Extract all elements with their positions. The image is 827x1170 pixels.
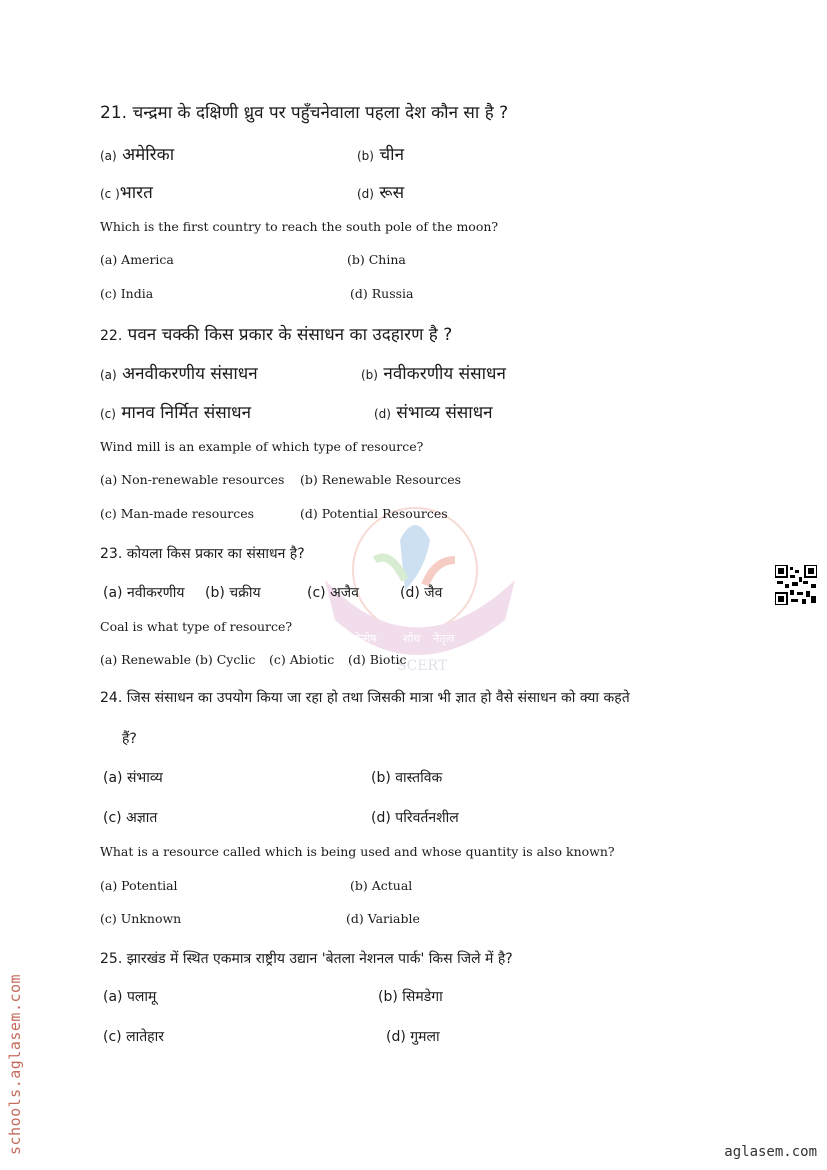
q24-hindi-option-a: (a) संभाव्य (103, 770, 163, 786)
q21-english-option-b: (b) China (347, 252, 406, 267)
q22-english-option-d: (d) Potential Resources (300, 506, 448, 521)
q23-english-option-c: (c) Abiotic (269, 652, 335, 667)
watermark-arc-left: नवोन्मेष (345, 632, 377, 645)
q24-hindi-option-b: (b) वास्तविक (371, 770, 443, 786)
q21-number: 21. (100, 103, 128, 123)
q21-hindi-option-a: (a) अमेरिका (100, 145, 175, 165)
q22-english-option-c: (c) Man-made resources (100, 506, 255, 521)
watermark-org: SCERT (397, 658, 448, 674)
q25-hindi-option-d: (d) गुमला (386, 1029, 440, 1045)
q21-english-question: Which is the first country to reach the south pole of the moon? (100, 219, 499, 234)
footer-url[interactable]: aglasem.com (724, 1144, 817, 1160)
q21-hindi-option-b: (b) चीन (357, 145, 405, 165)
q23-hindi-option-a: (a) नवीकरणीय (103, 585, 185, 601)
q22-hindi-text: पवन चक्की किस प्रकार के संसाधन का उदहारण है ? (127, 325, 453, 345)
q23-hindi-option-d: (d) जैव (400, 585, 443, 601)
q21-hindi-option-c: (c )भारत (100, 183, 153, 203)
q24-english-option-d: (d) Variable (346, 911, 420, 926)
q24-hindi-option-c: (c) अज्ञात (103, 810, 158, 826)
q24-hindi-question-cont: हैं? (122, 731, 137, 747)
q22-number: 22. (100, 328, 123, 344)
q22-hindi-option-a: (a) अनवीकरणीय संसाधन (100, 364, 258, 384)
qr-code-icon[interactable] (775, 565, 817, 609)
q22-english-option-a: (a) Non-renewable resources (100, 472, 285, 487)
q21-hindi-question (100, 100, 508, 123)
q22-hindi-option-d: (d) संभाव्य संसाधन (374, 403, 493, 423)
watermark-arc-mid: शोध (403, 632, 421, 645)
q22-hindi-option-b: (b) नवीकरणीय संसाधन (361, 364, 506, 384)
q24-hindi-option-d: (d) परिवर्तनशील (371, 810, 459, 826)
q22-hindi-question (100, 322, 452, 345)
q23-english-option-a: (a) Renewable (100, 652, 191, 667)
q23-english-option-d: (d) Biotic (348, 652, 407, 667)
q24-english-question: What is a resource called which is being used and whose quantity is also known? (100, 844, 615, 859)
watermark-arc-right: नेतृत्व (433, 632, 455, 645)
q23-hindi-option-b: (b) चक्रीय (205, 585, 261, 601)
q22-hindi-option-c: (c) मानव निर्मित संसाधन (100, 403, 252, 423)
q24-english-option-c: (c) Unknown (100, 911, 182, 926)
q21-english-option-a: (a) America (100, 252, 174, 267)
q25-hindi-option-b: (b) सिमडेगा (378, 989, 443, 1005)
q24-english-option-a: (a) Potential (100, 878, 178, 893)
q25-hindi-option-c: (c) लातेहार (103, 1029, 164, 1045)
side-watermark-url[interactable]: schools.aglasem.com (6, 973, 24, 1155)
q25-hindi-option-a: (a) पलामू (103, 989, 157, 1005)
q21-hindi-text: चन्द्रमा के दक्षिणी ध्रुव पर पहुँचनेवाला पहला देश कौन सा है ? (132, 103, 509, 123)
q22-english-option-b: (b) Renewable Resources (300, 472, 462, 487)
q24-english-option-b: (b) Actual (350, 878, 413, 893)
q24-hindi-question: 24. जिस संसाधन का उपयोग किया जा रहा हो तथा जिसकी मात्रा भी ज्ञात हो वैसे संसाधन को क्या कहते (100, 690, 630, 706)
q21-english-option-d: (d) Russia (350, 286, 414, 301)
q23-english-question: Coal is what type of resource? (100, 619, 293, 634)
q22-english-question: Wind mill is an example of which type of resource? (100, 439, 424, 454)
q21-hindi-option-d: (d) रूस (357, 183, 405, 203)
q23-hindi-option-c: (c) अजैव (307, 585, 359, 601)
q21-english-option-c: (c) India (100, 286, 154, 301)
q23-hindi-question: 23. कोयला किस प्रकार का संसाधन है? (100, 546, 305, 562)
q25-hindi-question: 25. झारखंड में स्थित एकमात्र राष्ट्रीय उद्यान 'बेतला नेशनल पार्क' किस जिले में है? (100, 951, 513, 967)
q23-english-option-b: (b) Cyclic (195, 652, 256, 667)
